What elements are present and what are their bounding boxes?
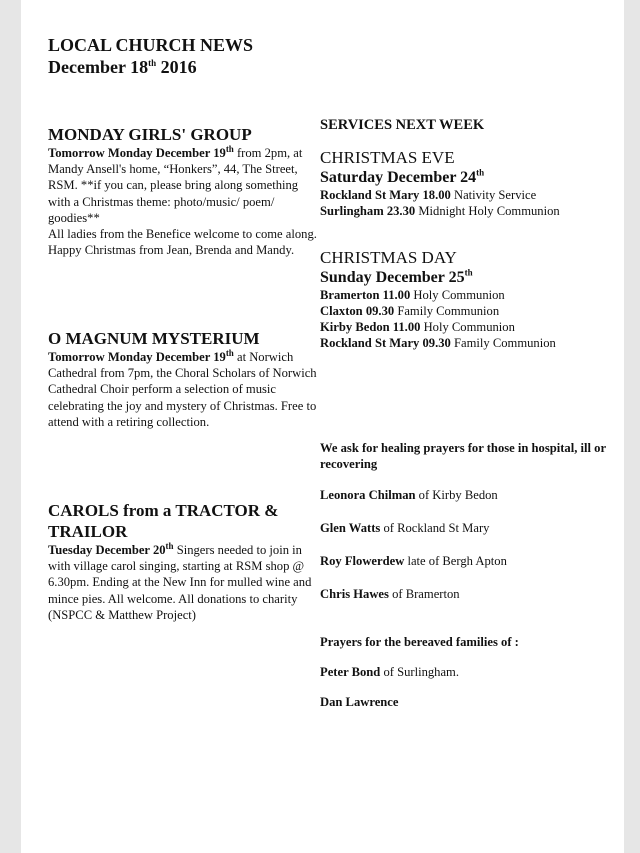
- carols-heading: CAROLS from a TRACTOR & TRAILOR: [48, 501, 279, 541]
- healing-person: Roy Flowerdew late of Bergh Apton: [320, 554, 507, 568]
- healing-person: Chris Hawes of Bramerton: [320, 587, 460, 601]
- newsletter-date: December 18th 2016: [48, 57, 197, 77]
- christmas-day-date: Sunday December 25th: [320, 267, 473, 286]
- masthead: [48, 34, 318, 78]
- bereaved-person: Dan Lawrence: [320, 695, 399, 709]
- healing-prayers-section: [320, 440, 610, 602]
- bereaved-intro: Prayers for the bereaved families of :: [320, 635, 519, 649]
- newsletter-title: LOCAL CHURCH NEWS: [48, 35, 254, 55]
- christmas-eve-date: Saturday December 24th: [320, 167, 485, 186]
- service-row: Rockland St Mary 18.00 Nativity Service: [320, 188, 537, 202]
- christmas-eve-heading: CHRISTMAS EVE: [320, 148, 455, 167]
- healing-person: Glen Watts of Rockland St Mary: [320, 521, 490, 535]
- girls-group-section: [48, 125, 318, 258]
- magnum-heading: O MAGNUM MYSTERIUM: [48, 329, 260, 348]
- service-row: Rockland St Mary 09.30 Family Communion: [320, 336, 556, 350]
- services-section: [320, 116, 610, 135]
- bereaved-person: Peter Bond of Surlingham.: [320, 665, 460, 679]
- girls-group-heading: MONDAY GIRLS' GROUP: [48, 125, 252, 144]
- magnum-body: Tomorrow Monday December 19th at Norwich Cathedral from 7pm, the Choral Scholars of Norwich Cathedral Choir perform a selection of music celebrating the joy and mystery of Christmas. Free to attend with a retiring collection.: [48, 347, 317, 429]
- girls-group-body-2: All ladies from the Benefice welcome to come along. Happy Christmas from Jean, Brenda and Mandy.: [48, 227, 317, 258]
- services-heading: SERVICES NEXT WEEK: [320, 117, 485, 133]
- healing-person: Leonora Chilman of Kirby Bedon: [320, 488, 498, 502]
- service-row: Surlingham 23.30 Midnight Holy Communion: [320, 204, 560, 218]
- service-row: Kirby Bedon 11.00 Holy Communion: [320, 320, 515, 334]
- healing-intro: We ask for healing prayers for those in hospital, ill or recovering: [320, 441, 606, 471]
- christmas-day-section: [320, 247, 610, 351]
- carols-section: [48, 500, 318, 623]
- christmas-day-heading: CHRISTMAS DAY: [320, 248, 457, 267]
- service-row: Claxton 09.30 Family Communion: [320, 304, 500, 318]
- magnum-section: [48, 329, 318, 430]
- christmas-eve-section: [320, 147, 610, 219]
- newsletter-page: [21, 0, 624, 853]
- girls-group-body: Tomorrow Monday December 19th from 2pm, at Mandy Ansell's home, “Honkers”, 44, The Street, RSM. **if you can, please bring along something with a Christmas theme: photo/music/ poem/ goodies**: [48, 143, 303, 225]
- bereaved-section: [320, 634, 610, 710]
- carols-body: Tuesday December 20th Singers needed to join in with village carol singing, starting at RSM shop @ 6.30pm. Ending at the New Inn for mulled wine and mince pies. All welcome. All donations to charity (NSPCC & Matthew Project): [48, 540, 312, 622]
- service-row: Bramerton 11.00 Holy Communion: [320, 288, 505, 302]
